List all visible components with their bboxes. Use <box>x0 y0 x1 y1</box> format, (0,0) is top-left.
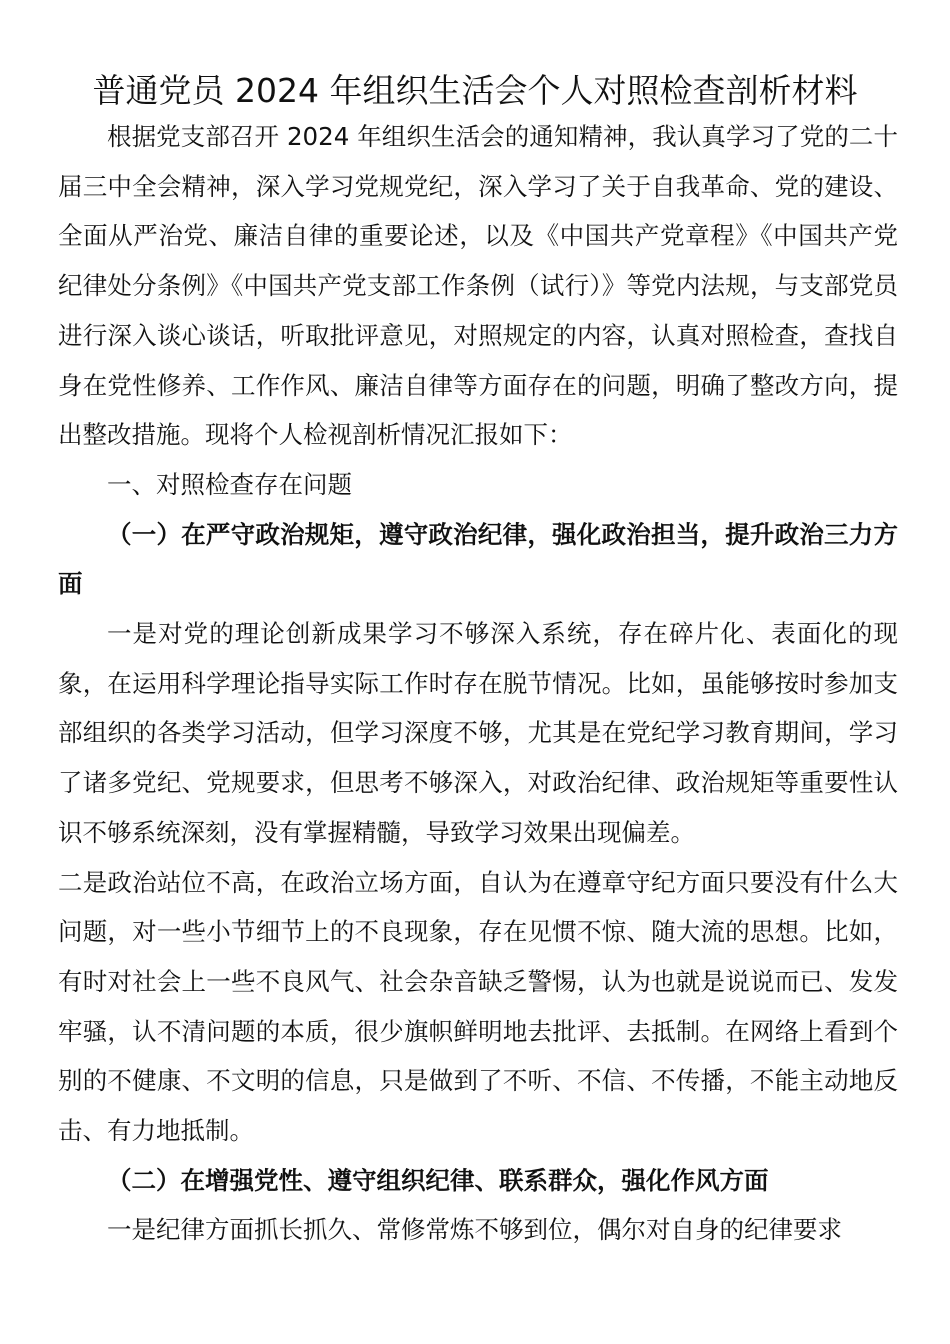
intro-paragraph: 根据党支部召开 2024 年组织生活会的通知精神，我认真学习了党的二十届三中全会精神，深入学习党规党纪，深入学习了关于自我革命、党的建设、全面从严治党、廉洁自律的重要论述，以及《中国共产党章程》《中国共产党纪律处分条例》《中国共产党支部工作条例（试行）》等党内法规，与支部党员进行深入谈心谈话，听取批评意见，对照规定的内容，认真对照检查，查找自身在党性修养、工作作风、廉洁自律等方面存在的问题，明确了整改方向，提出整改措施。现将个人检视剖析情况汇报如下： <box>58 122 898 450</box>
subsection-1-paragraph-2: 二是政治站位不高，在政治立场方面，自认为在遵章守纪方面只要没有什么大问题，对一些小节细节上的不良现象，存在见惯不惊、随大流的思想。比如，有时对社会上一些不良风气、社会杂音缺乏警惕，认为也就是说说而已、发发牢骚，认不清问题的本质，很少旗帜鲜明地去批评、去抵制。在网络上看到个别的不健康、不文明的信息，只是做到了不听、不信、不传播，不能主动地反击、有力地抵制。 <box>58 867 898 1146</box>
subsection-1-paragraph-1: 一是对党的理论创新成果学习不够深入系统，存在碎片化、表面化的现象，在运用科学理论指导实际工作时存在脱节情况。比如，虽能够按时参加支部组织的各类学习活动，但学习深度不够，尤其是在党纪学习教育期间，学习了诸多党纪、党规要求，但思考不够深入，对政治纪律、政治规矩等重要性认识不够系统深刻，没有掌握精髓，导致学习效果出现偏差。 <box>58 619 898 847</box>
subsection-heading-2: （二）在增强党性、遵守组织纪律、联系群众，强化作风方面 <box>107 1165 769 1195</box>
section-heading-1: 一、对照检查存在问题 <box>107 469 352 499</box>
document-title: 普通党员 2024 年组织生活会个人对照检查剖析材料 <box>92 71 858 110</box>
subsection-2-paragraph-1: 一是纪律方面抓长抓久、常修常炼不够到位，偶尔对自身的纪律要求 <box>107 1215 842 1245</box>
document-body <box>58 112 898 1255</box>
subsection-heading-1: （一）在严守政治规矩，遵守政治纪律，强化政治担当，提升政治三力方面 <box>58 519 898 599</box>
